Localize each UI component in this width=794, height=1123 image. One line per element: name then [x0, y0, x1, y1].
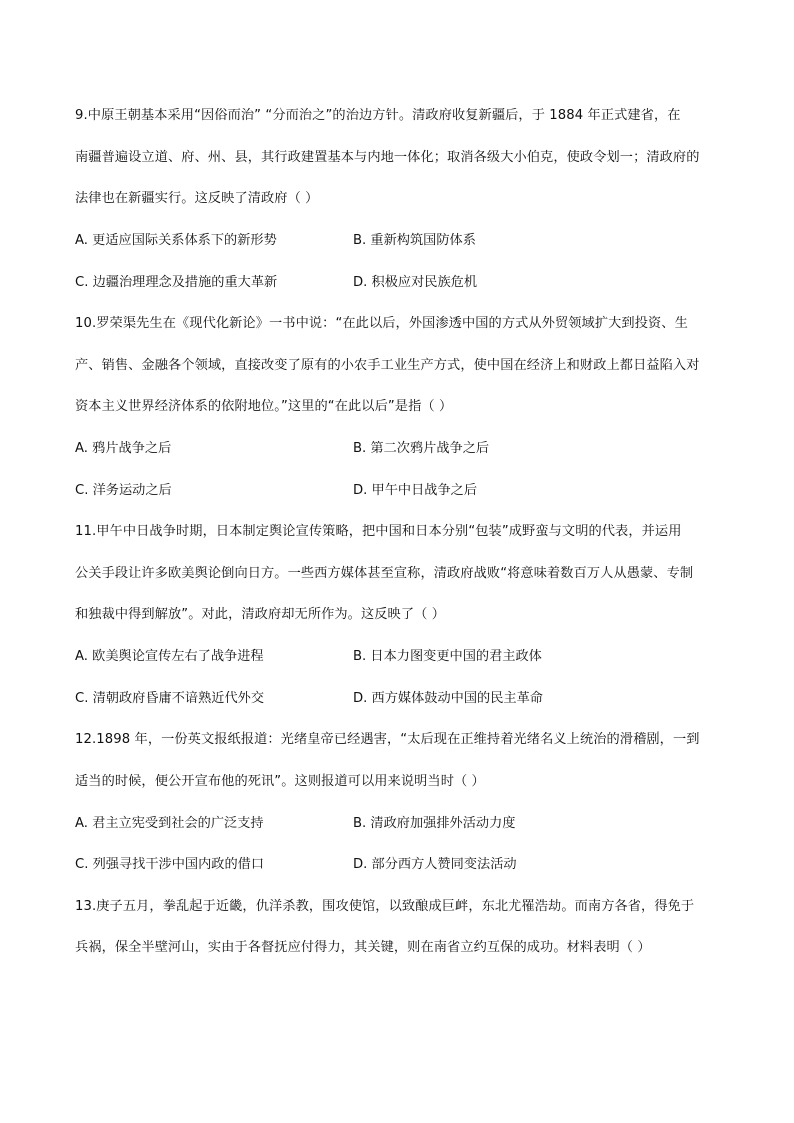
question-10-line-3: 资本主义世界经济体系的依附地位。”这里的“在此以后”是指（ ）	[75, 399, 453, 414]
question-9-option-b[interactable]: B. 重新构筑国防体系	[353, 233, 476, 248]
question-12-option-a[interactable]: A. 君主立宪受到社会的广泛支持	[75, 816, 264, 831]
question-10-option-d[interactable]: D. 甲午中日战争之后	[353, 483, 478, 498]
question-12-line-2: 适当的时候，便公开宣布他的死讯”。这则报道可以用来说明当时（ ）	[75, 774, 485, 789]
question-11-option-c[interactable]: C. 清朝政府昏庸不谙熟近代外交	[75, 691, 265, 706]
question-10-option-c[interactable]: C. 洋务运动之后	[75, 483, 172, 498]
question-9-line-3: 法律也在新疆实行。这反映了清政府（ ）	[75, 191, 319, 206]
question-10-option-b[interactable]: B. 第二次鸦片战争之后	[353, 441, 490, 456]
question-13-line-1: 13.庚子五月，拳乱起于近畿，仇洋杀教，围攻使馆，以致酿成巨衅，东北尤罹浩劫。而南方各省，得免于	[75, 899, 695, 914]
question-11-line-1: 11.甲午中日战争时期，日本制定舆论宣传策略，把中国和日本分别“包装”成野蛮与文明的代表，并运用	[75, 524, 682, 539]
question-9-option-c[interactable]: C. 边疆治理理念及措施的重大革新	[75, 275, 278, 290]
question-9-line-1: 9.中原王朝基本采用“因俗而治” “分而治之”的治边方针。清政府收复新疆后，于 1884 年正式建省，在	[75, 108, 681, 123]
question-9-line-2: 南疆普遍设立道、府、州、县，其行政建置基本与内地一体化；取消各级大小伯克，使政令划一；清政府的	[75, 150, 700, 165]
question-9-option-d[interactable]: D. 积极应对民族危机	[353, 275, 478, 290]
question-11-line-3: 和独裁中得到解放”。对此，清政府却无所作为。这反映了（ ）	[75, 607, 445, 622]
question-11-option-d[interactable]: D. 西方媒体鼓动中国的民主革命	[353, 691, 543, 706]
question-13-line-2: 兵祸，保全半壁河山，实由于各督抚应付得力，其关键，则在南省立约互保的成功。材料表明（ ）	[75, 940, 651, 955]
question-10-line-2: 产、销售、金融各个领域，直接改变了原有的小农手工业生产方式，使中国在经济上和财政上都日益陷入对	[75, 358, 700, 373]
question-12-option-c[interactable]: C. 列强寻找干涉中国内政的借口	[75, 857, 265, 872]
question-10-option-a[interactable]: A. 鸦片战争之后	[75, 441, 172, 456]
question-10-line-1: 10.罗荣渠先生在《现代化新论》一书中说：“在此以后，外国渗透中国的方式从外贸领域扩大到投资、生	[75, 316, 688, 331]
question-12-option-d[interactable]: D. 部分西方人赞同变法活动	[353, 857, 517, 872]
question-12-option-b[interactable]: B. 清政府加强排外活动力度	[353, 816, 516, 831]
question-11-option-a[interactable]: A. 欧美舆论宣传左右了战争进程	[75, 649, 264, 664]
question-11-option-b[interactable]: B. 日本力图变更中国的君主政体	[353, 649, 542, 664]
question-11-line-2: 公关手段让许多欧美舆论倒向日方。一些西方媒体甚至宣称，清政府战败“将意味着数百万人从愚蒙、专制	[75, 566, 694, 581]
question-9-option-a[interactable]: A. 更适应国际关系体系下的新形势	[75, 233, 277, 248]
question-12-line-1: 12.1898 年，一份英文报纸报道：光绪皇帝已经遇害，“太后现在正维持着光绪名义上统治的滑稽剧，一到	[75, 732, 700, 747]
